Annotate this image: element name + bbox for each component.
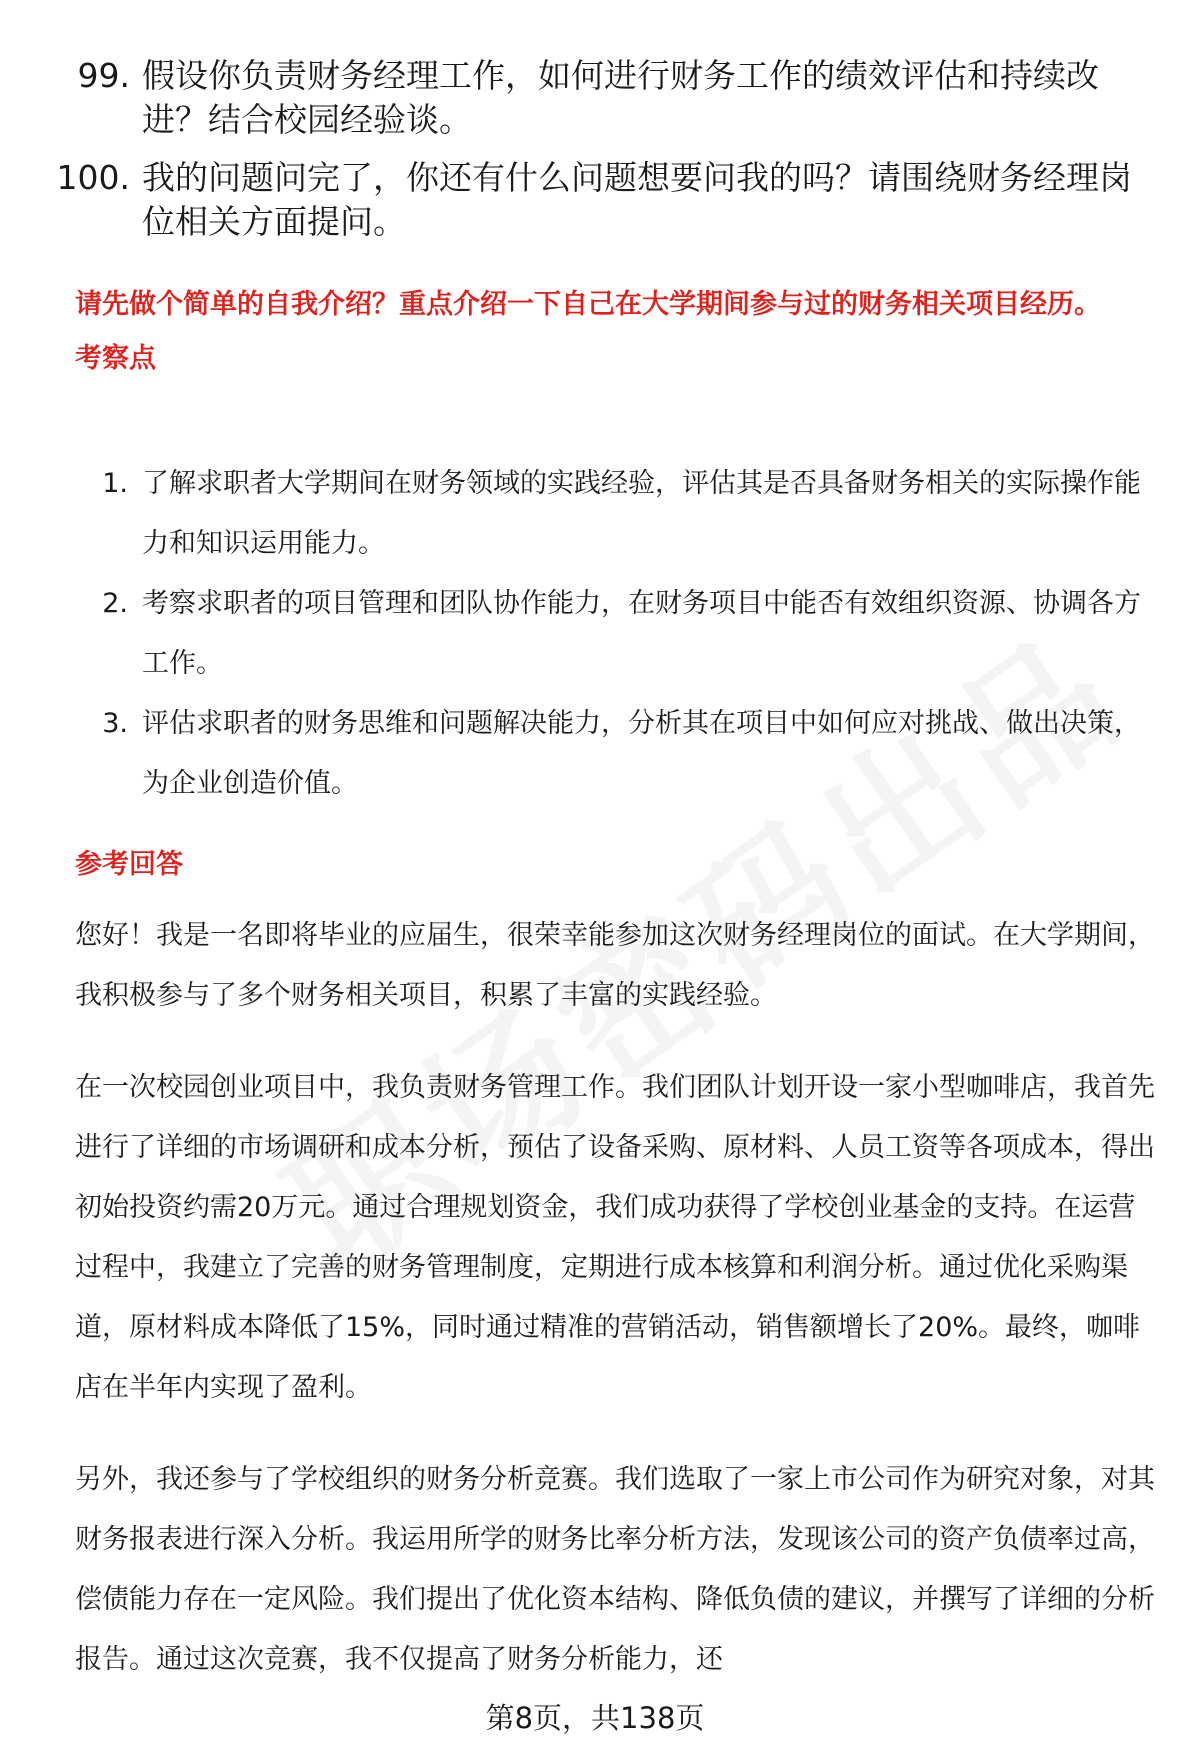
question-number: 100. xyxy=(56,158,130,197)
focus-point xyxy=(75,574,1155,694)
reference-answer xyxy=(75,906,1155,1722)
focus-section-label: 考察点 xyxy=(75,343,156,374)
question-number: 99. xyxy=(77,56,130,95)
page-footer: 第8页，共138页 xyxy=(485,1701,705,1735)
answer-section-label: 参考回答 xyxy=(75,849,183,880)
question-item xyxy=(38,54,1158,142)
question-text: 我的问题问完了，你还有什么问题想要问我的吗？请围绕财务经理岗位相关方面提问。 xyxy=(142,158,1132,241)
answer-paragraph: 另外，我还参与了学校组织的财务分析竞赛。我们选取了一家上市公司作为研究对象，对其财务报表进行深入分析。我运用所学的财务比率分析方法，发现该公司的资产负债率过高，偿债能力存在一定风险。我们提出了优化资本结构、降低负债的建议，并撰写了详细的分析报告。通过这次竞赛，我不仅提高了财务分析能力，还 xyxy=(75,1464,1155,1675)
answer-paragraph: 在一次校园创业项目中，我负责财务管理工作。我们团队计划开设一家小型咖啡店，我首先进行了详细的市场调研和成本分析，预估了设备采购、原材料、人员工资等各项成本，得出初始投资约需20万元。通过合理规划资金，我们成功获得了学校创业基金的支持。在运营过程中，我建立了完善的财务管理制度，定期进行成本核算和利润分析。通过优化采购渠道，原材料成本降低了15%，同时通过精准的营销活动，销售额增长了20%。最终，咖啡店在半年内实现了盈利。 xyxy=(75,1072,1155,1403)
focus-point xyxy=(75,454,1155,574)
focus-point-text: 考察求职者的项目管理和团队协作能力，在财务项目中能否有效组织资源、协调各方工作。 xyxy=(142,588,1141,679)
main-question-heading: 请先做个简单的自我介绍？重点介绍一下自己在大学期间参与过的财务相关项目经历。 xyxy=(75,289,1101,320)
focus-point-text: 了解求职者大学期间在财务领域的实践经验，评估其是否具备财务相关的实际操作能力和知识运用能力。 xyxy=(142,468,1141,559)
focus-point-number: 2. xyxy=(102,588,128,619)
focus-points-list xyxy=(75,454,1155,814)
question-text: 假设你负责财务经理工作，如何进行财务工作的绩效评估和持续改进？结合校园经验谈。 xyxy=(142,56,1099,139)
focus-point xyxy=(75,694,1155,814)
focus-point-number: 1. xyxy=(102,468,128,499)
focus-point-text: 评估求职者的财务思维和问题解决能力，分析其在项目中如何应对挑战、做出决策，为企业创造价值。 xyxy=(142,708,1141,799)
focus-point-number: 3. xyxy=(102,708,128,739)
answer-paragraph: 您好！我是一名即将毕业的应届生，很荣幸能参加这次财务经理岗位的面试。在大学期间，我积极参与了多个财务相关项目，积累了丰富的实践经验。 xyxy=(75,920,1155,1011)
question-item xyxy=(38,156,1158,244)
question-list xyxy=(38,54,1158,258)
